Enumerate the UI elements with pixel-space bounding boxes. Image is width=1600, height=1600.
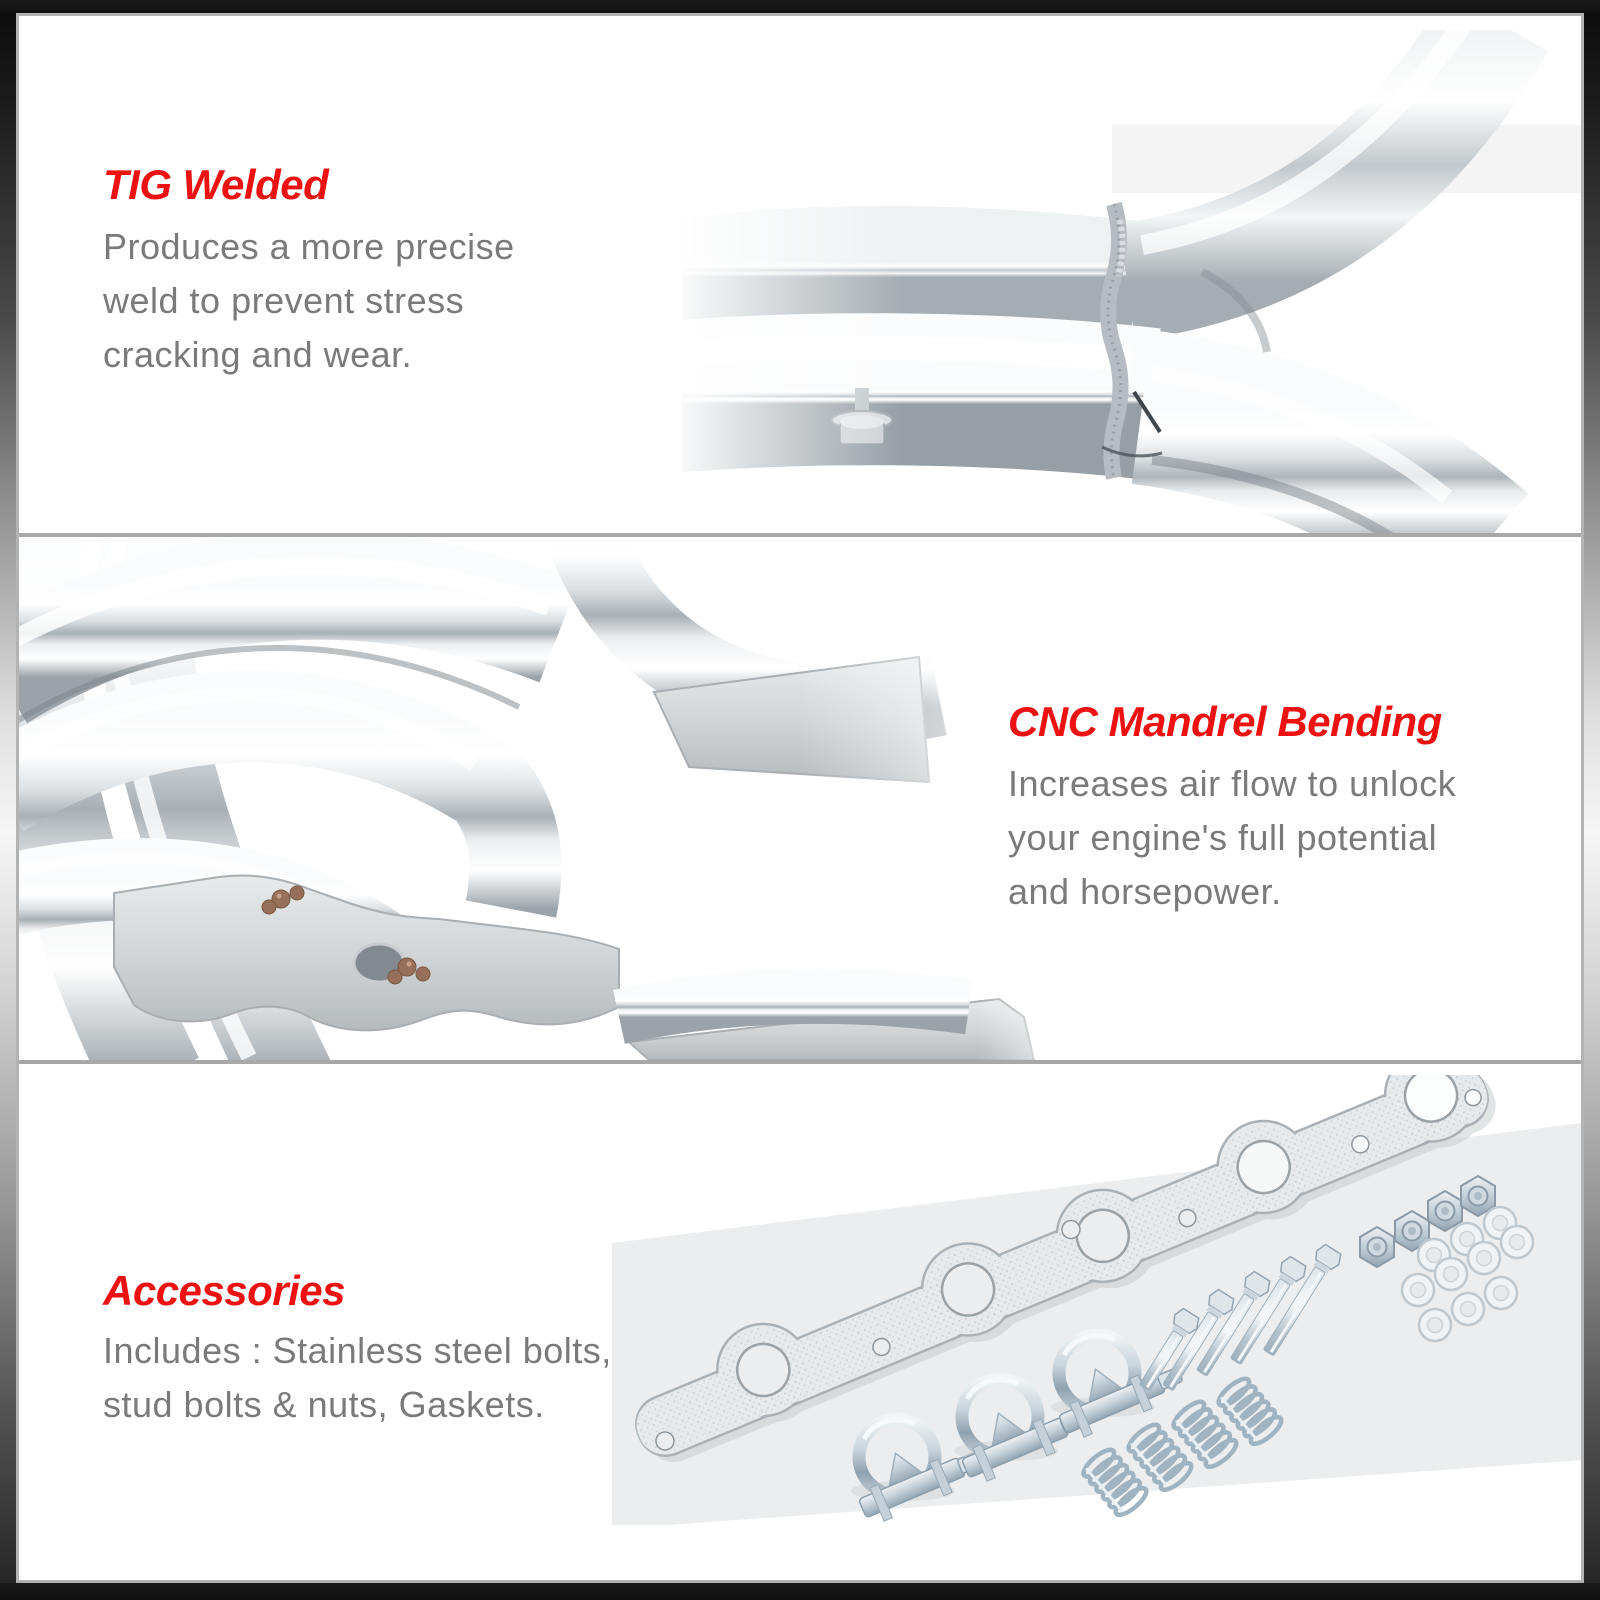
tig-welded-text-block xyxy=(103,162,515,382)
body-line: Increases air flow to unlock xyxy=(1008,763,1457,804)
exhaust-header-photo xyxy=(19,537,1059,1060)
section-tig-welded xyxy=(19,16,1581,533)
body-line: cracking and wear. xyxy=(103,334,413,375)
content-area xyxy=(16,13,1584,1583)
accessories-heading: Accessories xyxy=(103,1267,346,1314)
frame-bottom-bar xyxy=(0,1583,1600,1600)
section-divider xyxy=(19,533,1581,537)
accessories-kit-photo xyxy=(612,1075,1581,1525)
section-cnc-mandrel-bending xyxy=(19,537,1581,1060)
body-line: Includes : Stainless steel bolts, xyxy=(103,1330,612,1371)
frame-left-gradient-bar xyxy=(0,0,16,1600)
section-accessories xyxy=(19,1064,1581,1583)
cnc-mandrel-text-block xyxy=(1008,699,1456,919)
section-divider xyxy=(19,1060,1581,1064)
cnc-mandrel-body xyxy=(1008,757,1456,919)
frame-right-gradient-bar xyxy=(1584,0,1600,1600)
tig-welded-heading: TIG Welded xyxy=(103,161,329,208)
body-line: weld to prevent stress xyxy=(103,280,465,321)
body-line: stud bolts & nuts, Gaskets. xyxy=(103,1384,545,1425)
body-line: and horsepower. xyxy=(1008,871,1282,912)
tig-welded-body xyxy=(103,220,515,382)
frame-top-bar xyxy=(0,0,1600,13)
accessories-body xyxy=(103,1324,612,1432)
accessories-text-block xyxy=(103,1268,612,1432)
body-line: your engine's full potential xyxy=(1008,817,1438,858)
tig-weld-pipes-photo xyxy=(682,30,1581,533)
body-line: Produces a more precise xyxy=(103,226,515,267)
cnc-mandrel-heading: CNC Mandrel Bending xyxy=(1008,698,1442,745)
